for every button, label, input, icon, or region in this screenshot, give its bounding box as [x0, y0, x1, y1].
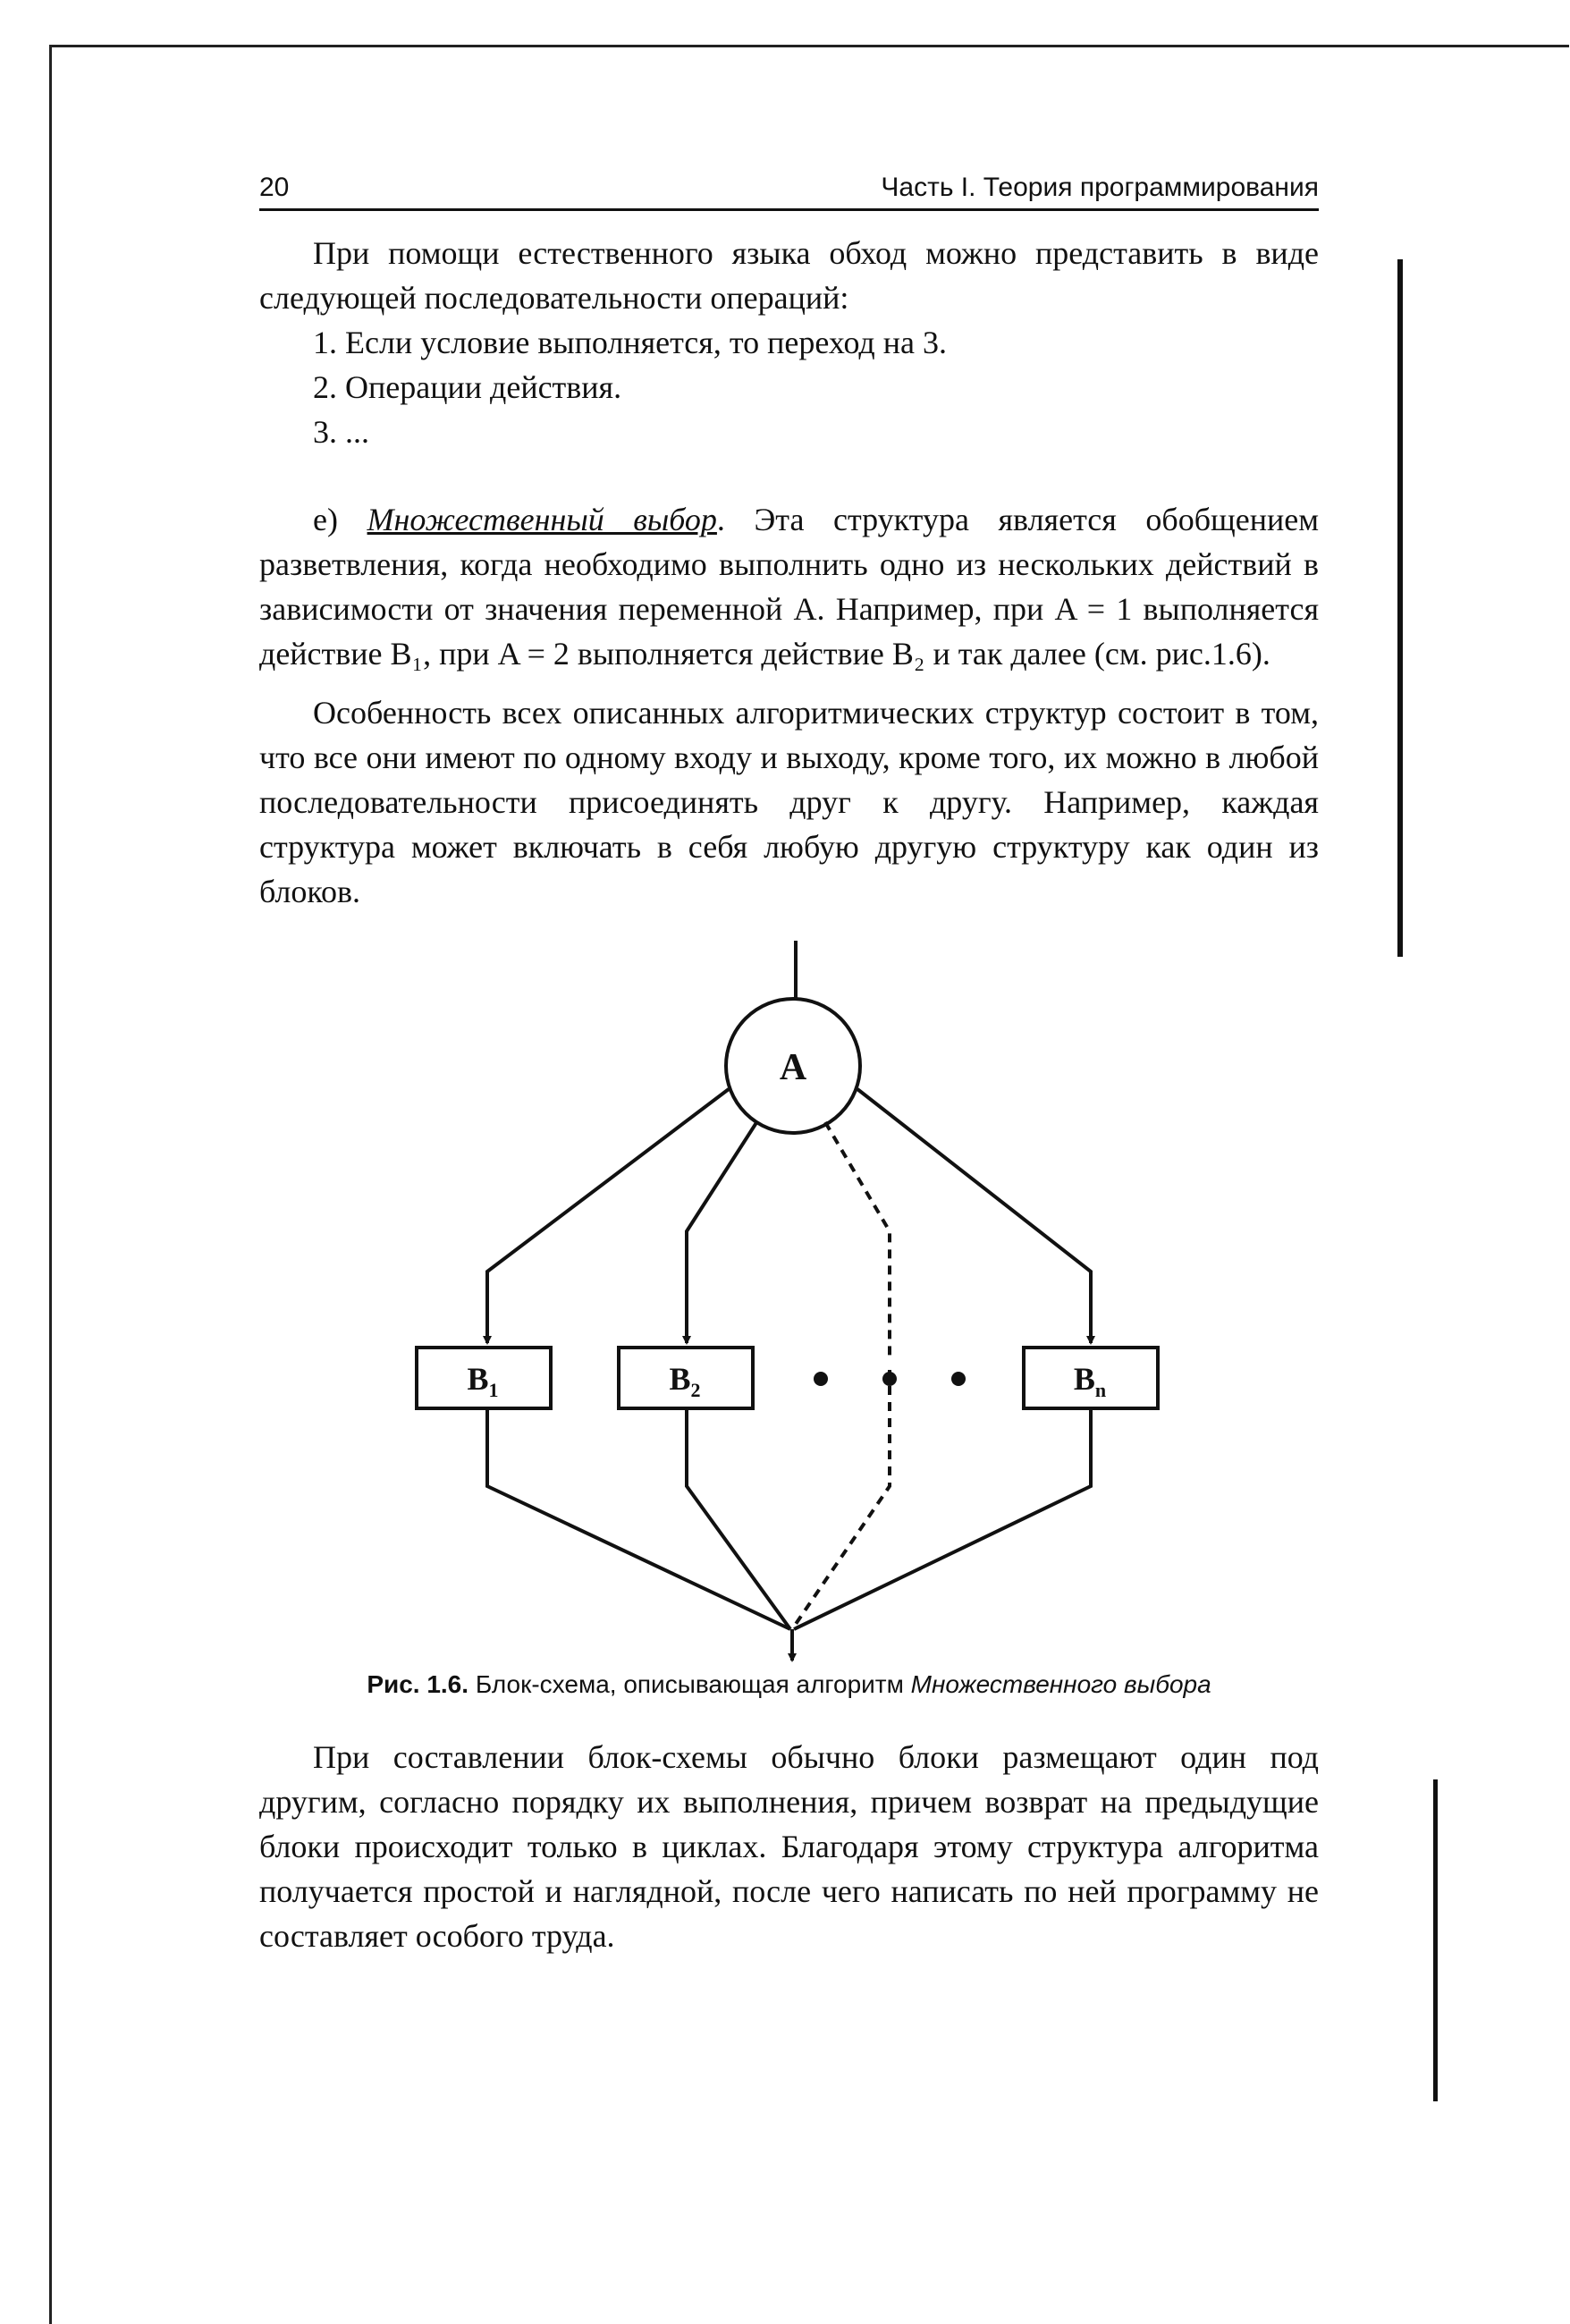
running-title: Часть I. Теория программирования [881, 173, 1319, 202]
features-paragraph: Особенность всех описанных алгоритмических структур состоит в том, что все они имеют по одному входу и выходу, кроме того, их можно в любой последовательности присоединять друг к другу. Например, каждая структура может включать в себя любую другую структуру как один из блоков. [259, 695, 1319, 909]
ellipsis-dot-1 [814, 1372, 828, 1386]
step-2: 2. Операции действия. [313, 369, 622, 405]
branch-line-bn [857, 1089, 1091, 1343]
ellipsis-dot-3 [951, 1372, 966, 1386]
merge-line-b1 [487, 1408, 790, 1629]
page-header [259, 165, 1319, 211]
merge-line-b2 [687, 1408, 790, 1629]
ellipsis-dot-2 [882, 1372, 897, 1386]
section-e-body: . Эта структура является обобщением разветвления, когда необходимо выполнить одно из нескольких действий в зависимости от значения переменной A. Например, при A = 1 выполняется действие B₁, при A = 2 выполняется действие B₂ и так далее (см. рис.1.6). [259, 502, 1319, 672]
block-b2-label: $B_2$ [669, 1361, 701, 1401]
book-page [259, 165, 1319, 1958]
merge-line-bn [794, 1408, 1091, 1629]
block-bn-label: $B_n$ [1073, 1361, 1107, 1401]
block-b1-label: $B_1$ [467, 1361, 499, 1401]
branch-line-b1 [487, 1089, 729, 1343]
intro-paragraph: При помощи естественного языка обход можно представить в виде следующей последовательности операций: [259, 235, 1319, 316]
branch-line-dashed [825, 1122, 890, 1361]
step-1: 1. Если условие выполняется, то переход на 3. [313, 325, 947, 360]
flowchart [259, 914, 1319, 1665]
caption-number: Рис. 1.6. [367, 1670, 469, 1698]
section-e-prefix: е) [313, 502, 367, 537]
page-number: 20 [259, 173, 290, 202]
margin-bar-top [1397, 259, 1403, 957]
section-e-paragraph [259, 497, 1319, 676]
section-e-term: Множественный выбор [367, 502, 717, 537]
closing-paragraph: При составлении блок-схемы обычно блоки размещают один под другим, согласно порядку их выполнения, причем возврат на предыдущие блоки происходит только в циклах. Благодаря этому структура алгоритма получается простой и наглядной, после чего написать по ней программу не составляет особого труда. [259, 1739, 1319, 1954]
caption-emphasis: Множественного выбора [910, 1670, 1211, 1698]
branch-line-b2 [687, 1121, 757, 1343]
caption-text: Блок-схема, описывающая алгоритм [468, 1670, 911, 1698]
step-3: 3. ... [313, 414, 369, 450]
figure-1-6 [259, 914, 1319, 1665]
decision-label: A [779, 1047, 807, 1088]
figure-caption [259, 1670, 1319, 1699]
margin-bar-bottom [1433, 1779, 1438, 2101]
